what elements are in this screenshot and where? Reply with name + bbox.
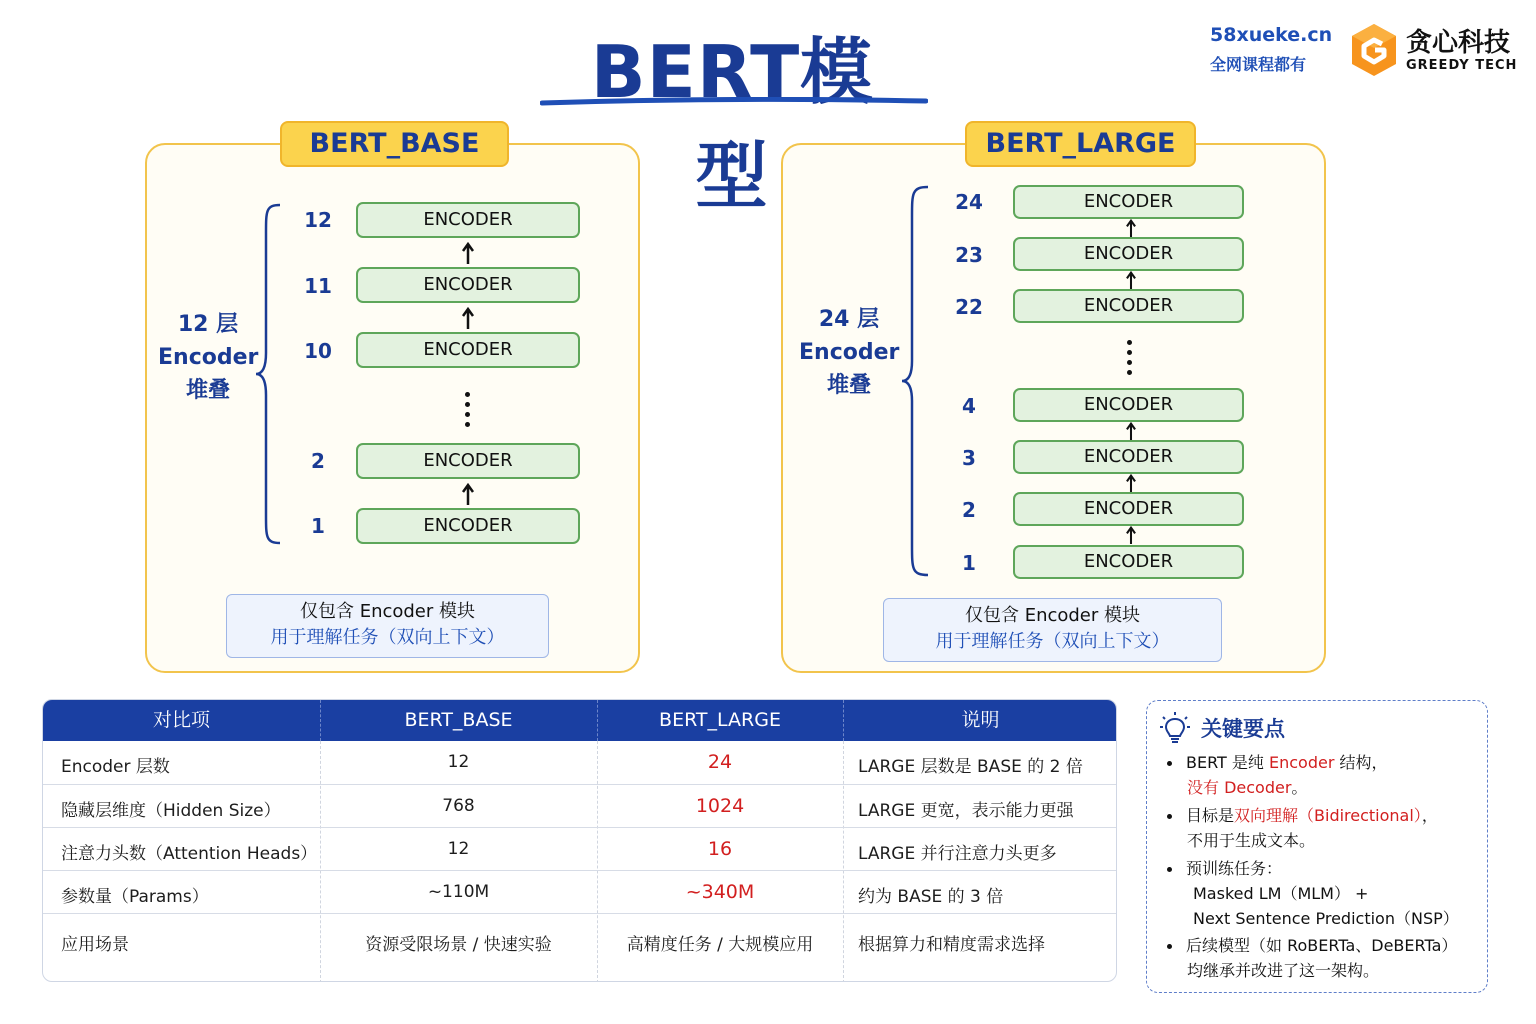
base-stack-label-line3: 堆叠 bbox=[185, 378, 230, 403]
base-layer-number: 10 bbox=[304, 339, 332, 363]
key-point-highlight: 没有 Decoder bbox=[1187, 778, 1292, 797]
base-note bbox=[226, 594, 549, 658]
table-cell: 资源受限场景 / 快速实验 bbox=[365, 935, 552, 955]
vertical-ellipsis-icon bbox=[465, 392, 473, 432]
table-cell: ~110M bbox=[427, 882, 490, 902]
table-row bbox=[43, 827, 1116, 870]
large-layer-number: 23 bbox=[955, 243, 983, 267]
table-cell: 1024 bbox=[695, 795, 745, 817]
key-point-text: 结构， bbox=[1334, 753, 1388, 772]
bert-large-tag: BERT_LARGE bbox=[965, 121, 1196, 167]
large-layer-number: 1 bbox=[962, 551, 976, 575]
key-point-text: BERT 是纯 bbox=[1186, 753, 1269, 772]
large-layer-number: 2 bbox=[962, 498, 976, 522]
key-point-text: 预训练任务： bbox=[1186, 859, 1283, 878]
large-note-line1: 仅包含 Encoder 模块 bbox=[964, 605, 1141, 626]
key-point-text: 目标是 bbox=[1186, 806, 1235, 825]
key-point-3 bbox=[1167, 856, 1459, 931]
table-header bbox=[43, 700, 1116, 741]
arrow-up-icon bbox=[461, 307, 475, 329]
comparison-table bbox=[42, 699, 1117, 982]
large-encoder-block: ENCODER bbox=[1013, 492, 1244, 526]
key-point-1 bbox=[1167, 750, 1388, 800]
base-layer-number: 1 bbox=[311, 514, 325, 538]
table-cell: 12 bbox=[447, 752, 470, 772]
table-cell: 隐藏层维度（Hidden Size） bbox=[61, 801, 281, 821]
arrow-up-icon bbox=[1124, 219, 1138, 237]
key-point-text: ， bbox=[1421, 806, 1438, 825]
arrow-up-icon bbox=[1124, 271, 1138, 289]
table-cell: 12 bbox=[447, 839, 470, 859]
site-domain: 58xueke.cn bbox=[1210, 24, 1333, 46]
large-stack-label-line1: 24 层 bbox=[818, 307, 880, 332]
table-cell: ~340M bbox=[685, 881, 755, 903]
key-point-highlight: Encoder bbox=[1269, 753, 1335, 772]
table-cell: 注意力头数（Attention Heads） bbox=[61, 844, 318, 864]
large-encoder-block: ENCODER bbox=[1013, 289, 1244, 323]
table-row bbox=[43, 741, 1116, 784]
key-points-title: 关键要点 bbox=[1201, 717, 1285, 741]
table-cell: 应用场景 bbox=[61, 935, 129, 955]
table-cell: Encoder 层数 bbox=[61, 757, 170, 777]
base-encoder-block: ENCODER bbox=[356, 508, 580, 544]
arrow-up-icon bbox=[1124, 422, 1138, 440]
table-header-cell: BERT_LARGE bbox=[659, 709, 781, 731]
bert-base-tag: BERT_BASE bbox=[280, 121, 509, 167]
table-cell: 16 bbox=[707, 838, 733, 860]
key-point-text: 后续模型（如 RoBERTa、DeBERTa） bbox=[1186, 936, 1458, 955]
table-cell: 768 bbox=[442, 796, 475, 816]
table-header-cell: BERT_BASE bbox=[404, 709, 513, 731]
key-point-4 bbox=[1167, 933, 1457, 983]
base-note-line2: 用于理解任务（双向上下文） bbox=[270, 627, 505, 648]
large-stack-label-line3: 堆叠 bbox=[826, 373, 871, 398]
table-cell: LARGE 更宽，表示能力更强 bbox=[858, 801, 1074, 821]
vertical-ellipsis-icon bbox=[1127, 340, 1135, 380]
key-point-text: 均继承并改进了这一架构。 bbox=[1187, 961, 1380, 980]
table-row bbox=[43, 784, 1116, 827]
large-encoder-block: ENCODER bbox=[1013, 388, 1244, 422]
table-cell: LARGE 层数是 BASE 的 2 倍 bbox=[858, 757, 1083, 777]
site-info bbox=[1210, 24, 1340, 75]
brand-logo-icon bbox=[1350, 22, 1398, 78]
base-stack-label-line2: Encoder bbox=[158, 345, 259, 370]
site-slogan: 全网课程都有 bbox=[1210, 55, 1307, 74]
page-title: BERT模型 bbox=[590, 30, 874, 218]
title-underline bbox=[540, 97, 928, 107]
large-note bbox=[883, 598, 1222, 662]
base-encoder-block: ENCODER bbox=[356, 443, 580, 479]
table-header-cell: 对比项 bbox=[152, 709, 210, 731]
arrow-up-icon bbox=[461, 242, 475, 264]
base-layer-number: 12 bbox=[304, 208, 332, 232]
table-cell: 参数量（Params） bbox=[61, 887, 209, 907]
large-note-line2: 用于理解任务（双向上下文） bbox=[935, 631, 1170, 652]
large-stack-label-line2: Encoder bbox=[799, 340, 900, 365]
large-stack-label bbox=[799, 303, 899, 402]
table-cell: 24 bbox=[707, 751, 733, 773]
large-layer-number: 3 bbox=[962, 446, 976, 470]
base-layer-number: 11 bbox=[304, 274, 332, 298]
brace-icon bbox=[900, 185, 932, 578]
table-cell: LARGE 并行注意力头更多 bbox=[858, 844, 1057, 864]
base-encoder-block: ENCODER bbox=[356, 202, 580, 238]
key-point-text: Masked LM（MLM） + bbox=[1193, 884, 1369, 903]
arrow-up-icon bbox=[1124, 474, 1138, 492]
table-row bbox=[43, 913, 1116, 982]
base-encoder-block: ENCODER bbox=[356, 332, 580, 368]
large-layer-number: 22 bbox=[955, 295, 983, 319]
brace-icon bbox=[254, 203, 284, 545]
base-note-line1: 仅包含 Encoder 模块 bbox=[299, 601, 476, 622]
brand-name-en: GREEDY TECH bbox=[1406, 58, 1518, 73]
key-point-highlight: 双向理解（Bidirectional） bbox=[1234, 806, 1422, 825]
large-encoder-block: ENCODER bbox=[1013, 545, 1244, 579]
table-cell: 约为 BASE 的 3 倍 bbox=[858, 887, 1004, 907]
base-layer-number: 2 bbox=[311, 449, 325, 473]
table-row bbox=[43, 870, 1116, 913]
key-point-text: 。 bbox=[1291, 778, 1308, 797]
key-point-2 bbox=[1167, 803, 1438, 853]
key-point-text: 不用于生成文本。 bbox=[1187, 831, 1316, 850]
bulb-icon bbox=[1159, 711, 1191, 745]
brand bbox=[1350, 20, 1530, 80]
large-layer-number: 4 bbox=[962, 394, 976, 418]
base-stack-label bbox=[158, 308, 258, 407]
large-encoder-block: ENCODER bbox=[1013, 237, 1244, 271]
brand-name-cn: 贪心科技 bbox=[1406, 28, 1511, 58]
large-encoder-block: ENCODER bbox=[1013, 185, 1244, 219]
arrow-up-icon bbox=[461, 483, 475, 505]
base-stack-label-line1: 12 层 bbox=[177, 312, 239, 337]
key-point-text: Next Sentence Prediction（NSP） bbox=[1193, 909, 1459, 928]
key-points-box bbox=[1146, 700, 1488, 993]
table-cell: 高精度任务 / 大规模应用 bbox=[626, 935, 814, 955]
arrow-up-icon bbox=[1124, 526, 1138, 544]
table-cell: 根据算力和精度需求选择 bbox=[858, 935, 1045, 955]
large-layer-number: 24 bbox=[955, 190, 983, 214]
table-header-cell: 说明 bbox=[961, 709, 1000, 731]
base-encoder-block: ENCODER bbox=[356, 267, 580, 303]
large-encoder-block: ENCODER bbox=[1013, 440, 1244, 474]
